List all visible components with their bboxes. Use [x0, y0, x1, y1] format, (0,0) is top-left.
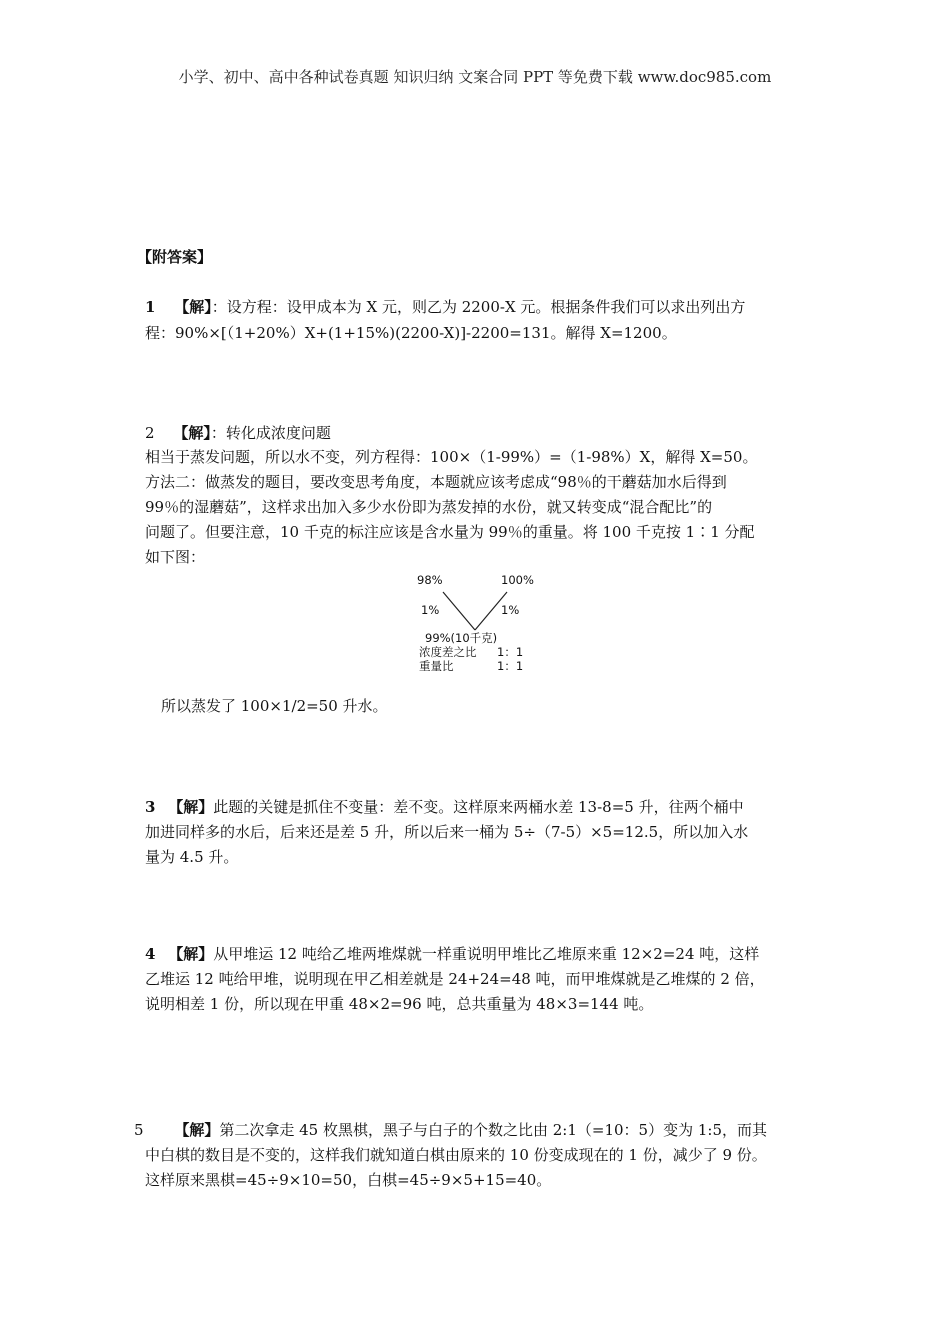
answer-5-number: 5 — [134, 1121, 144, 1139]
answer-3-number: 3 — [145, 798, 156, 816]
answer-2-line-5: 如下图： — [145, 548, 206, 566]
answer-5-text-3: 这样原来黑棋=45÷9×10=50，白棋=45÷9×5+15=40。 — [145, 1171, 552, 1189]
page-header: 小学、初中、高中各种试卷真题 知识归纳 文案合同 PPT 等免费下载 www.doc985.com — [178, 68, 772, 86]
diagram-left-top: 98% — [417, 573, 443, 587]
answer-3-text-1: 此题的关键是抓住不变量：差不变。这样原来两桶水差 13-8=5 升，往两个桶中 — [213, 798, 744, 816]
answer-2-line-3: 99％的湿蘑菇”，这样求出加入多少水份即为蒸发掉的水份，就又转变成“混合配比”的 — [145, 498, 713, 516]
answer-4-text-2: 乙堆运 12 吨给甲堆，说明现在甲乙相差就是 24+24=48 吨，而甲堆煤就是乙堆煤的 2 倍， — [145, 970, 765, 988]
answer-4-text-3: 说明相差 1 份，所以现在甲重 48×2=96 吨，总共重量为 48×3=144 吨。 — [145, 995, 654, 1013]
answer-3-text-3: 量为 4.5 升。 — [145, 848, 239, 866]
answer-1-text-2: 程：90%×[（1+20%）X+(1+15%)(2200-X)]-2200=131。解得 X=1200。 — [145, 324, 677, 342]
answer-1-line-1 — [145, 296, 745, 318]
answer-4-line-1 — [145, 943, 759, 965]
answer-2-title — [145, 422, 331, 444]
diagram-ratio-label: 浓度差之比 — [419, 645, 477, 659]
diagram-left-diff: 1% — [421, 603, 440, 617]
answer-2-line-1: 相当于蒸发问题，所以水不变，列方程得：100×（1-99%）=（1-98%）X，解得 X=50。 — [145, 448, 758, 466]
diagram-left-line — [443, 592, 475, 630]
answer-2-line-2: 方法二：做蒸发的题目，要改变思考角度，本题就应该考虑成“98％的干蘑菇加水后得到 — [145, 473, 727, 491]
answer-1-number: 1 — [145, 298, 156, 316]
answer-3-text-2: 加进同样多的水后，后来还是差 5 升，所以后来一桶为 5÷（7-5）×5=12.5，所以加入水 — [145, 823, 749, 841]
diagram-right-diff: 1% — [501, 603, 520, 617]
answer-4-label: 【解】 — [168, 945, 214, 963]
answer-5-text-2: 中白棋的数目是不变的，这样我们就知道白棋由原来的 10 份变成现在的 1 份，减少了 9 份。 — [145, 1146, 767, 1164]
diagram-weight-label: 重量比 — [419, 659, 454, 673]
answer-5-text-1: 第二次拿走 45 枚黑棋，黑子与白子的个数之比由 2:1（=10：5）变为 1:5，而其 — [219, 1121, 767, 1139]
answer-2-label: 【解】 — [173, 424, 211, 442]
answer-1-label: 【解】 — [174, 298, 212, 316]
answer-1-text-1: ：设方程：设甲成本为 X 元，则乙为 2200-X 元。根据条件我们可以求出列出方 — [211, 298, 746, 316]
answer-2-conclusion: 所以蒸发了 100×1/2=50 升水。 — [161, 697, 388, 715]
answers-title: 【附答案】 — [137, 248, 213, 266]
diagram-center: 99%(10千克) — [425, 631, 498, 645]
answer-2-title-text: ：转化成浓度问题 — [210, 424, 331, 442]
diagram-ratio-value: 1：1 — [497, 645, 524, 659]
answer-4-number: 4 — [145, 945, 156, 963]
answer-5-label: 【解】 — [174, 1121, 220, 1139]
answer-3-label: 【解】 — [168, 798, 214, 816]
answer-3-line-1 — [145, 796, 744, 818]
diagram-weight-value: 1：1 — [497, 659, 524, 673]
answer-4-text-1: 从甲堆运 12 吨给乙堆两堆煤就一样重说明甲堆比乙堆原来重 12×2=24 吨，这样 — [213, 945, 760, 963]
answer-2-number: 2 — [145, 424, 155, 442]
answer-2-line-4: 问题了。但要注意，10 千克的标注应该是含水量为 99％的重量。将 100 千克按 1∶1 分配 — [145, 523, 755, 541]
diagram-right-top: 100% — [501, 573, 534, 587]
answer-5-line-1 — [134, 1119, 767, 1141]
mixing-diagram — [405, 572, 545, 682]
